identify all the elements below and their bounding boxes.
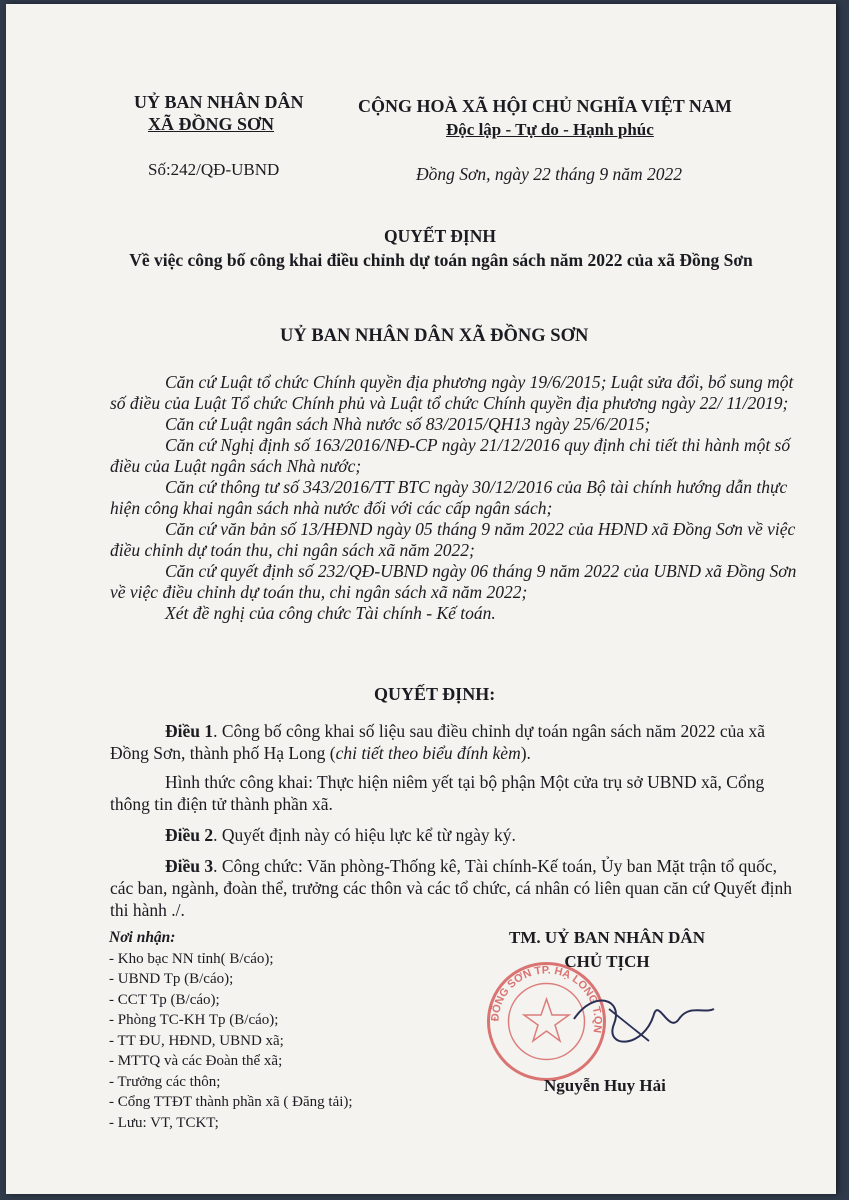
basis-5: Căn cứ văn bản số 13/HĐND ngày 05 tháng 9 năm 2022 của HĐND xã Đồng Sơn về việc điều chỉnh dự toán thu, chi ngân sách xã năm 2022; (110, 519, 796, 560)
document-date: Đồng Sơn, ngày 22 tháng 9 năm 2022 (416, 164, 682, 184)
nation-title: CỘNG HOÀ XÃ HỘI CHỦ NGHĨA VIỆT NAM (358, 96, 732, 116)
document-number: Số:242/QĐ-UBND (148, 160, 280, 179)
article-2 (110, 824, 800, 846)
article-1-form: Hình thức công khai: Thực hiện niêm yết tại bộ phận Một cửa trụ sở UBND xã, Cổng thông tin điện tử thành phần xã. (110, 772, 765, 814)
articles (110, 720, 800, 921)
recipient-item: - TT ĐU, HĐND, UBND xã; (109, 1032, 284, 1049)
document-page (6, 4, 836, 1194)
decision-title: QUYẾT ĐỊNH (384, 226, 496, 246)
article-3-label: Điều 3 (165, 856, 214, 876)
recipient-item: - UBND Tp (B/cáo); (109, 971, 234, 987)
recipient-item: - Phòng TC-KH Tp (B/cáo); (109, 1012, 279, 1028)
signature-block (482, 928, 732, 972)
recipient-item: - Lưu: VT, TCKT; (109, 1114, 219, 1131)
signature-position: CHỦ TỊCH (564, 952, 650, 971)
recipient-item: - Cổng TTĐT thành phần xã ( Đăng tải); (109, 1094, 353, 1110)
nation-motto: Độc lập - Tự do - Hạnh phúc (446, 120, 654, 139)
article-2-text: . Quyết định này có hiệu lực kể từ ngày ký. (213, 825, 516, 845)
recipients-list (109, 928, 353, 1133)
basis-4: Căn cứ thông tư số 343/2016/TT BTC ngày 30/12/2016 của Bộ tài chính hướng dẫn thực hiện công khai ngân sách nhà nước đối với các cấp ngân sách; (110, 477, 788, 518)
article-1-label: Điều 1 (165, 721, 214, 741)
signature-title: TM. UỶ BAN NHÂN DÂN (509, 928, 705, 947)
signer-name: Nguyễn Huy Hải (544, 1076, 666, 1095)
seal-text: ĐỒNG SƠN TP. HẠ LONG T.QN (489, 964, 604, 1034)
article-2-label: Điều 2 (165, 825, 214, 845)
issuer-line1: UỶ BAN NHÂN DÂN (134, 92, 304, 112)
article-1 (110, 720, 800, 764)
basis-3: Căn cứ Nghị định số 163/2016/NĐ-CP ngày 21/12/2016 quy định chi tiết thi hành một số điều của Luật ngân sách Nhà nước; (110, 435, 791, 476)
issuer-line2: XÃ ĐỒNG SƠN (148, 114, 275, 134)
article-3 (110, 855, 800, 921)
article-1-italic: chi tiết theo biểu đính kèm (335, 743, 521, 763)
authority-heading: UỶ BAN NHÂN DÂN XÃ ĐỒNG SƠN (280, 326, 589, 346)
recipients-heading: Nơi nhận: (109, 929, 176, 946)
decision-heading: QUYẾT ĐỊNH: (374, 684, 496, 704)
recipient-item: - Kho bạc NN tỉnh( B/cáo); (109, 950, 274, 967)
basis-6: Căn cứ quyết định số 232/QĐ-UBND ngày 06 tháng 9 năm 2022 của UBND xã Đồng Sơn về việc điều chỉnh dự toán thu, chi ngân sách xã năm 2022; (110, 561, 797, 602)
legal-bases (110, 372, 800, 624)
basis-1: Căn cứ Luật tổ chức Chính quyền địa phương ngày 19/6/2015; Luật sửa đổi, bổ sung một số điều của Luật Tổ chức Chính phủ và Luật tổ chức Chính quyền địa phương ngày 22/ 11/2019; (110, 372, 794, 413)
recipient-item: - MTTQ và các Đoàn thể xã; (109, 1053, 283, 1069)
basis-2: Căn cứ Luật ngân sách Nhà nước số 83/2015/QH13 ngày 25/6/2015; (165, 414, 651, 434)
article-1-end: ). (520, 743, 531, 763)
decision-subject: Về việc công bố công khai điều chỉnh dự toán ngân sách năm 2022 của xã Đồng Sơn (129, 250, 753, 270)
recipient-item: - CCT Tp (B/cáo); (109, 991, 220, 1008)
recipient-item: - Trưởng các thôn; (109, 1073, 221, 1090)
article-1-text: . Công bố công khai số liệu sau điều chỉnh dự toán ngân sách năm 2022 của xã Đồng Sơn, thành phố Hạ Long ( (110, 721, 765, 763)
article-3-text: . Công chức: Văn phòng-Thống kê, Tài chính-Kế toán, Ủy ban Mặt trận tổ quốc, các ban, ngành, đoàn thể, trưởng các thôn và các tổ chức, cá nhân có liên quan căn cứ Quyết định thi hành ./. (110, 856, 793, 920)
basis-7: Xét đề nghị của công chức Tài chính - Kế toán. (165, 603, 496, 623)
handwritten-signature-icon (554, 979, 724, 1059)
